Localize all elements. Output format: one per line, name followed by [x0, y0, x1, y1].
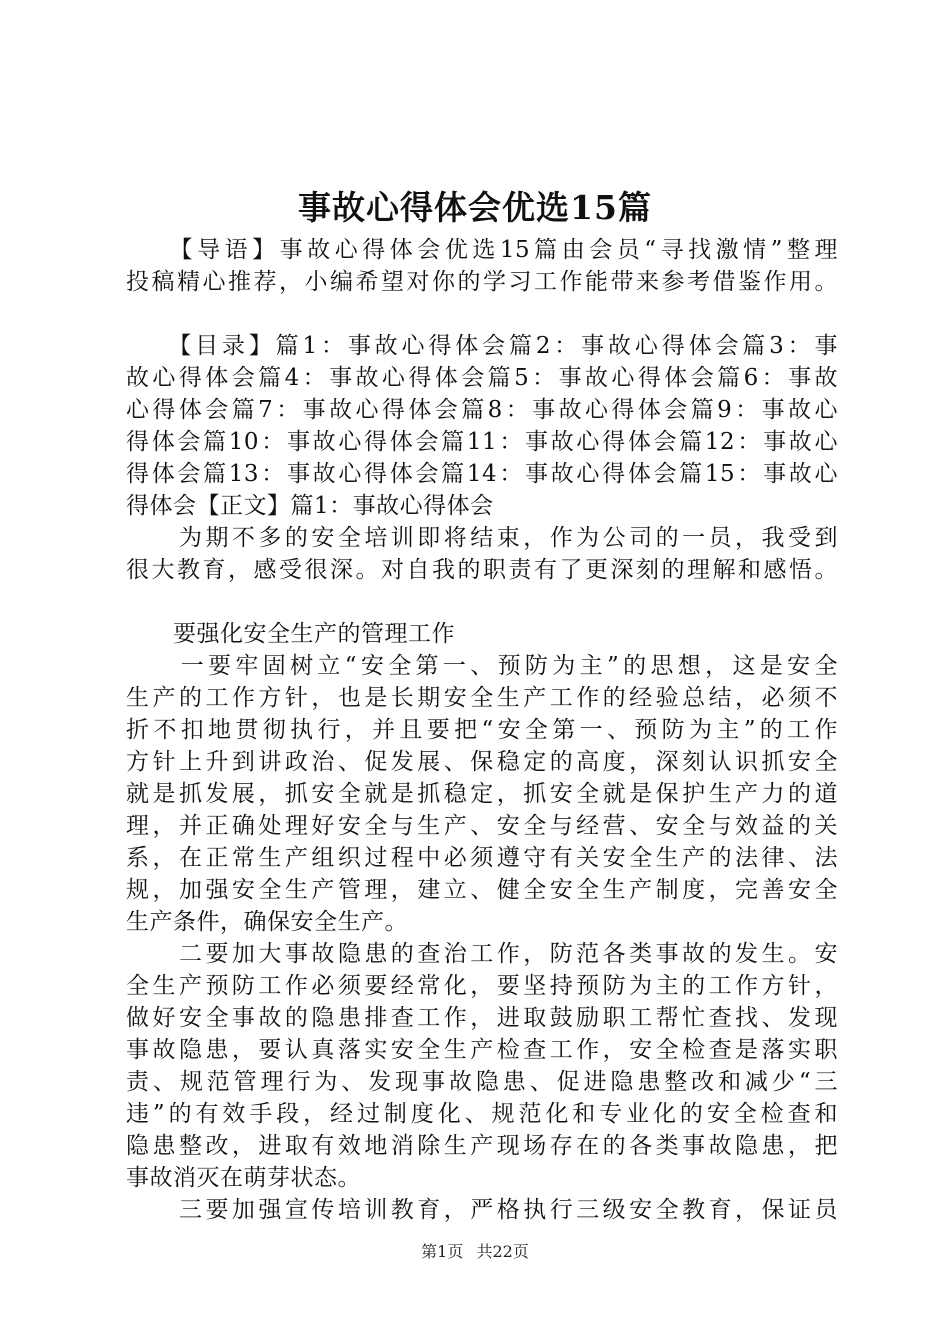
- page-footer: [0, 1241, 950, 1263]
- text-line: 做好安全事故的隐患排查工作，进取鼓励职工帮忙查找、发现: [126, 1005, 838, 1031]
- text-line: 规，加强安全生产管理，建立、健全安全生产制度，完善安全: [126, 877, 838, 903]
- document-body: [126, 234, 838, 1226]
- text-line: 得体会篇10：事故心得体会篇11：事故心得体会篇12：事故心: [126, 429, 838, 455]
- page-number: 第1页: [421, 1242, 464, 1261]
- text-line: 很大教育，感受很深。对自我的职责有了更深刻的理解和感悟。: [126, 557, 838, 583]
- text-line: 理，并正确处理好安全与生产、安全与经营、安全与效益的关: [126, 813, 838, 839]
- text-line: 故心得体会篇4：事故心得体会篇5：事故心得体会篇6：事故: [126, 365, 838, 391]
- text-line: 【目录】篇1：事故心得体会篇2：事故心得体会篇3：事: [126, 333, 838, 359]
- text-line: 系，在正常生产组织过程中必须遵守有关安全生产的法律、法: [126, 845, 838, 871]
- text-line: 事故消灭在萌芽状态。: [126, 1165, 361, 1191]
- text-line: 违”的有效手段，经过制度化、规范化和专业化的安全检查和: [126, 1101, 838, 1127]
- paragraph-gap: [126, 586, 838, 618]
- text-line: 三要加强宣传培训教育，严格执行三级安全教育，保证员: [126, 1197, 838, 1223]
- text-line: 得体会篇13：事故心得体会篇14：事故心得体会篇15：事故心: [126, 461, 838, 487]
- page-total: 共22页: [476, 1242, 529, 1261]
- text-line: 为期不多的安全培训即将结束，作为公司的一员，我受到: [126, 525, 838, 551]
- text-line: 二要加大事故隐患的查治工作，防范各类事故的发生。安: [126, 941, 838, 967]
- text-line: 投稿精心推荐，小编希望对你的学习工作能带来参考借鉴作用。: [126, 269, 838, 295]
- text-line: 就是抓发展，抓安全就是抓稳定，抓安全就是保护生产力的道: [126, 781, 838, 807]
- text-line: 责、规范管理行为、发现事故隐患、促进隐患整改和减少“三: [126, 1069, 838, 1095]
- text-line: 生产条件，确保安全生产。: [126, 909, 408, 935]
- text-line: 生产的工作方针，也是长期安全生产工作的经验总结，必须不: [126, 685, 838, 711]
- text-line: 隐患整改，进取有效地消除生产现场存在的各类事故隐患，把: [126, 1133, 838, 1159]
- text-line: 方针上升到讲政治、促发展、保稳定的高度，深刻认识抓安全: [126, 749, 838, 775]
- text-line: 折不扣地贯彻执行，并且要把“安全第一、预防为主”的工作: [126, 717, 838, 743]
- document-title: 事故心得体会优选15篇: [298, 188, 652, 227]
- text-line: 全生产预防工作必须要经常化，要坚持预防为主的工作方针，: [126, 973, 838, 999]
- text-line: 一要牢固树立“安全第一、预防为主”的思想，这是安全: [126, 653, 838, 679]
- text-line: 要强化安全生产的管理工作: [126, 621, 455, 647]
- text-line: 【导语】事故心得体会优选15篇由会员“寻找激情”整理: [126, 237, 838, 263]
- text-line: 心得体会篇7：事故心得体会篇8：事故心得体会篇9：事故心: [126, 397, 838, 423]
- text-line: 事故隐患，要认真落实安全生产检查工作，安全检查是落实职: [126, 1037, 838, 1063]
- text-line: 得体会【正文】篇1：事故心得体会: [126, 493, 494, 519]
- paragraph-gap: [126, 298, 838, 330]
